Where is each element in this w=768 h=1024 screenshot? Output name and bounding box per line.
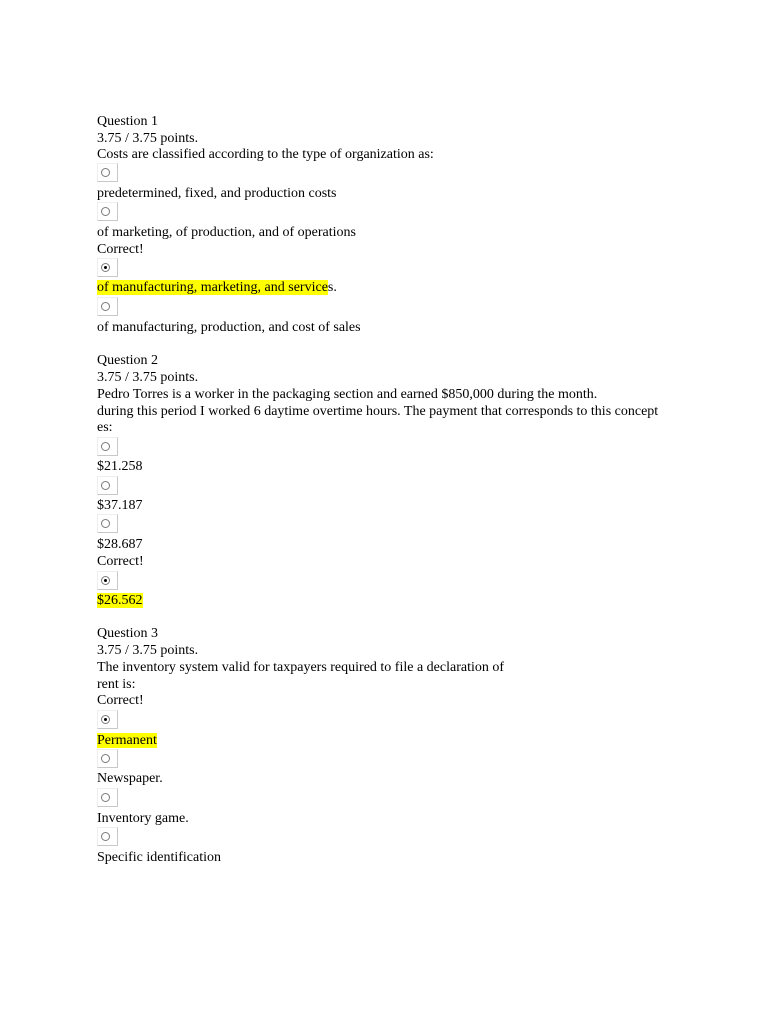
q1-option-4-radio[interactable] bbox=[97, 297, 118, 316]
radio-unchecked-icon bbox=[101, 481, 110, 490]
q2-correct-label: Correct! bbox=[97, 554, 144, 569]
question-2-title: Question 2 bbox=[97, 353, 159, 368]
q2-option-1-label: $21.258 bbox=[97, 459, 143, 474]
q2-option-1-radio[interactable] bbox=[97, 437, 118, 456]
question-3-title: Question 3 bbox=[97, 626, 159, 641]
radio-checked-icon bbox=[101, 715, 110, 724]
q1-correct-label: Correct! bbox=[97, 242, 144, 257]
q3-option-1-radio[interactable] bbox=[97, 710, 118, 729]
q2-option-3-radio[interactable] bbox=[97, 514, 118, 533]
question-3-points: 3.75 / 3.75 points. bbox=[97, 643, 199, 658]
q1-option-1-label: predetermined, fixed, and production costs bbox=[97, 186, 337, 201]
answer-highlight: $26.562 bbox=[97, 593, 143, 608]
radio-unchecked-icon bbox=[101, 207, 110, 216]
radio-checked-icon bbox=[101, 263, 110, 272]
radio-checked-icon bbox=[101, 576, 110, 585]
q1-option-4-label: of manufacturing, production, and cost of sales bbox=[97, 320, 361, 335]
answer-highlight: Permanent bbox=[97, 733, 157, 748]
question-2-prompt-line-1: Pedro Torres is a worker in the packaging section and earned $850,000 during the month. bbox=[97, 387, 598, 402]
q3-option-3-label: Inventory game. bbox=[97, 811, 189, 826]
q2-option-4-radio[interactable] bbox=[97, 571, 118, 590]
question-3-prompt-line-2: rent is: bbox=[97, 677, 136, 692]
radio-unchecked-icon bbox=[101, 832, 110, 841]
question-3-prompt-line-1: The inventory system valid for taxpayers required to file a declaration of bbox=[97, 660, 505, 675]
q3-option-3-radio[interactable] bbox=[97, 788, 118, 807]
radio-unchecked-icon bbox=[101, 442, 110, 451]
q1-option-3-radio[interactable] bbox=[97, 258, 118, 277]
question-2-points: 3.75 / 3.75 points. bbox=[97, 370, 199, 385]
radio-unchecked-icon bbox=[101, 168, 110, 177]
q1-option-3-label bbox=[97, 279, 337, 296]
q1-option-2-radio[interactable] bbox=[97, 202, 118, 221]
answer-suffix: s. bbox=[327, 280, 337, 295]
q1-option-2-label: of marketing, of production, and of operations bbox=[97, 225, 356, 240]
q3-option-1-label bbox=[97, 732, 157, 749]
question-2-prompt-line-2: during this period I worked 6 daytime overtime hours. The payment that corresponds to this concept bbox=[97, 404, 659, 419]
q2-option-4-label bbox=[97, 592, 143, 609]
question-1-title: Question 1 bbox=[97, 114, 159, 129]
question-1-points: 3.75 / 3.75 points. bbox=[97, 131, 199, 146]
q2-option-3-label: $28.687 bbox=[97, 537, 143, 552]
answer-highlight: of manufacturing, marketing, and service bbox=[97, 280, 328, 295]
q3-option-2-radio[interactable] bbox=[97, 749, 118, 768]
q2-option-2-label: $37.187 bbox=[97, 498, 143, 513]
q1-option-1-radio[interactable] bbox=[97, 163, 118, 182]
q3-option-4-radio[interactable] bbox=[97, 827, 118, 846]
radio-unchecked-icon bbox=[101, 519, 110, 528]
question-1-prompt: Costs are classified according to the type of organization as: bbox=[97, 147, 434, 162]
radio-unchecked-icon bbox=[101, 793, 110, 802]
q3-correct-label: Correct! bbox=[97, 693, 144, 708]
question-2-prompt-line-3: es: bbox=[97, 420, 113, 435]
q2-option-2-radio[interactable] bbox=[97, 476, 118, 495]
radio-unchecked-icon bbox=[101, 754, 110, 763]
radio-unchecked-icon bbox=[101, 302, 110, 311]
q3-option-2-label: Newspaper. bbox=[97, 771, 163, 786]
q3-option-4-label: Specific identification bbox=[97, 850, 222, 865]
